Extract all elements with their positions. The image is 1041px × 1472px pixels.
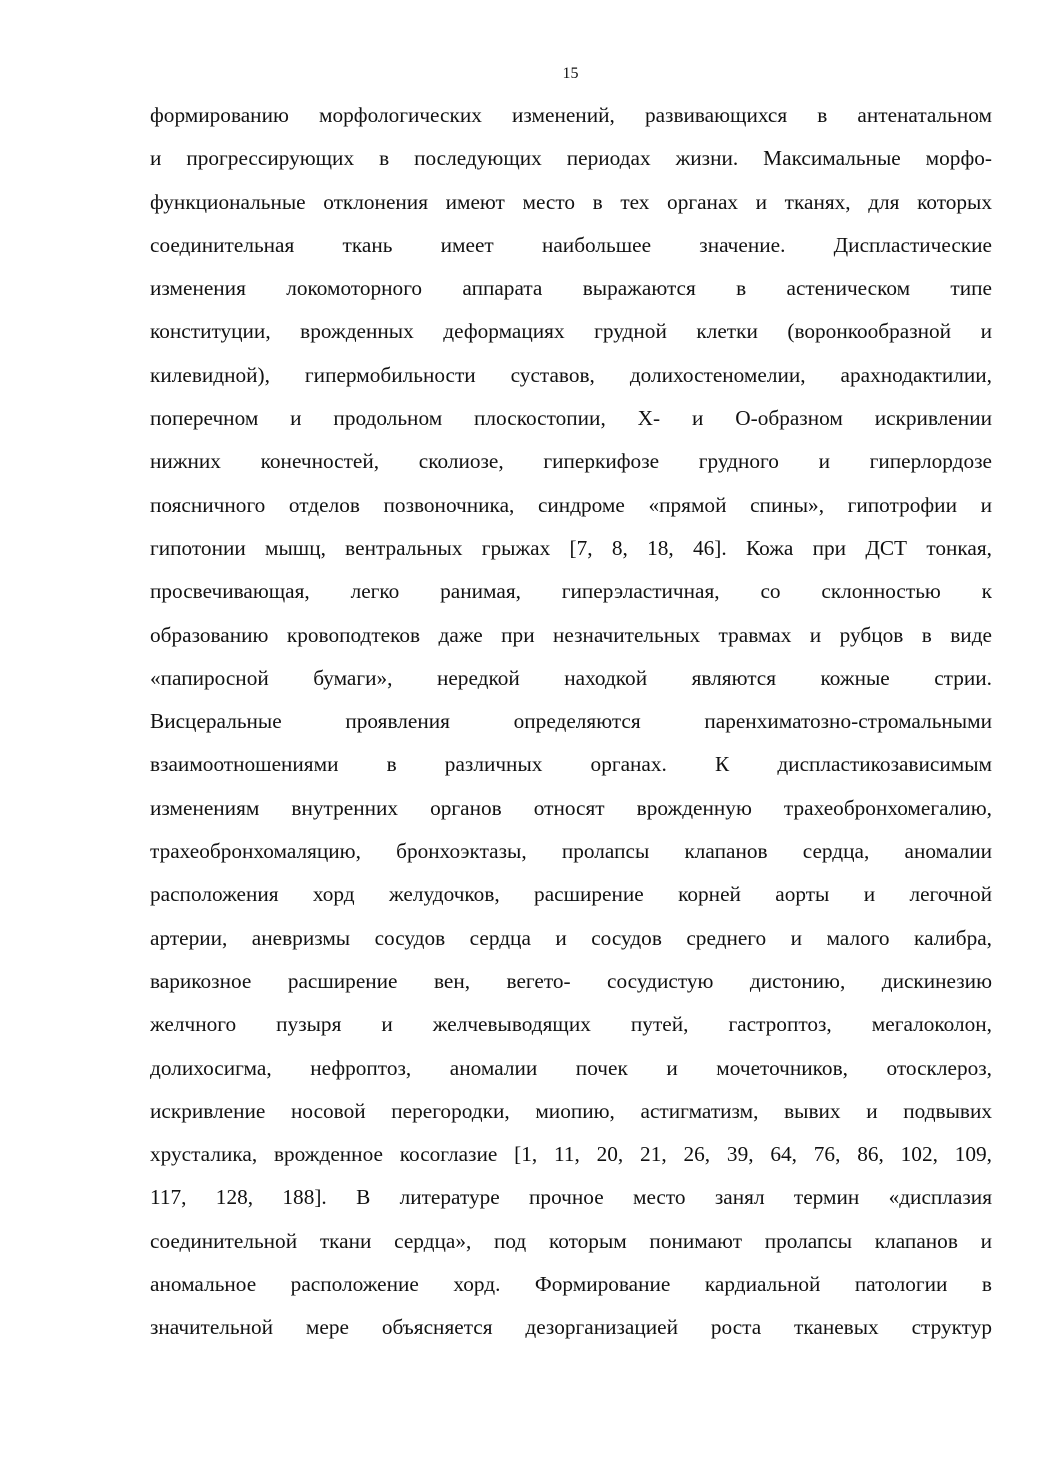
body-text	[150, 94, 992, 1350]
text-line: расположения хорд желудочков, расширение корней аорты и легочной	[150, 882, 992, 907]
text-line: соединительная ткань имеет наибольшее значение. Диспластические	[150, 232, 992, 257]
text-line: долихосигма, нефроптоз, аномалии почек и мочеточников, отосклероз,	[150, 1055, 992, 1080]
text-line: трахеобронхомаляцию, бронхоэктазы, пролапсы клапанов сердца, аномалии	[150, 839, 992, 864]
text-line: 117, 128, 188]. В литературе прочное место занял термин «дисплазия	[150, 1185, 992, 1210]
text-line: взаимоотношениями в различных органах. К диспластикозависимым	[150, 752, 992, 777]
text-line: желчного пузыря и желчевыводящих путей, гастроптоз, мегалоколон,	[150, 1012, 992, 1037]
text-line: аномальное расположение хорд. Формирование кардиальной патологии в	[150, 1272, 992, 1297]
text-line: килевидной), гипермобильности суставов, долихостеномелии, арахнодактилии,	[150, 362, 992, 387]
text-line: поперечном и продольном плоскостопии, Х- и О-образном искривлении	[150, 406, 992, 431]
text-line: функциональные отклонения имеют место в тех органах и тканях, для которых	[150, 189, 992, 214]
text-line: гипотонии мышц, вентральных грыжах [7, 8, 18, 46]. Кожа при ДСТ тонкая,	[150, 535, 992, 560]
text-line: Висцеральные проявления определяются паренхиматозно-стромальными	[150, 709, 992, 734]
text-line: поясничного отделов позвоночника, синдроме «прямой спины», гипотрофии и	[150, 492, 992, 517]
page-number: 15	[562, 65, 579, 82]
text-line: формированию морфологических изменений, развивающихся в антенатальном	[150, 103, 992, 127]
text-line: искривление носовой перегородки, миопию, астигматизм, вывих и подвывих	[150, 1098, 992, 1123]
text-line: и прогрессирующих в последующих периодах жизни. Максимальные морфо-	[150, 146, 992, 171]
text-line: нижних конечностей, сколиозе, гиперкифозе грудного и гиперлордозе	[150, 449, 992, 474]
text-line: просвечивающая, легко ранимая, гиперэластичная, со склонностью к	[150, 579, 992, 604]
text-line: значительной мере объясняется дезорганизацией роста тканевых структур	[150, 1315, 992, 1340]
text-line: изменения локомоторного аппарата выражаются в астеническом типе	[150, 276, 992, 301]
text-line: варикозное расширение вен, вегето- сосудистую дистонию, дискинезию	[150, 968, 992, 993]
text-line: артерии, аневризмы сосудов сердца и сосудов среднего и малого калибра,	[150, 925, 992, 950]
text-line: изменениям внутренних органов относят врожденную трахеобронхомегалию,	[150, 795, 992, 820]
text-line: хрусталика, врожденное косоглазие [1, 11, 20, 21, 26, 39, 64, 76, 86, 102, 109,	[150, 1142, 992, 1167]
text-line: образованию кровоподтеков даже при незначительных травмах и рубцов в виде	[150, 622, 992, 647]
text-line: конституции, врожденных деформациях грудной клетки (воронкообразной и	[150, 319, 992, 344]
text-line: «папиросной бумаги», нередкой находкой являются кожные стрии.	[150, 665, 992, 690]
text-line: соединительной ткани сердца», под которым понимают пролапсы клапанов и	[150, 1228, 992, 1253]
